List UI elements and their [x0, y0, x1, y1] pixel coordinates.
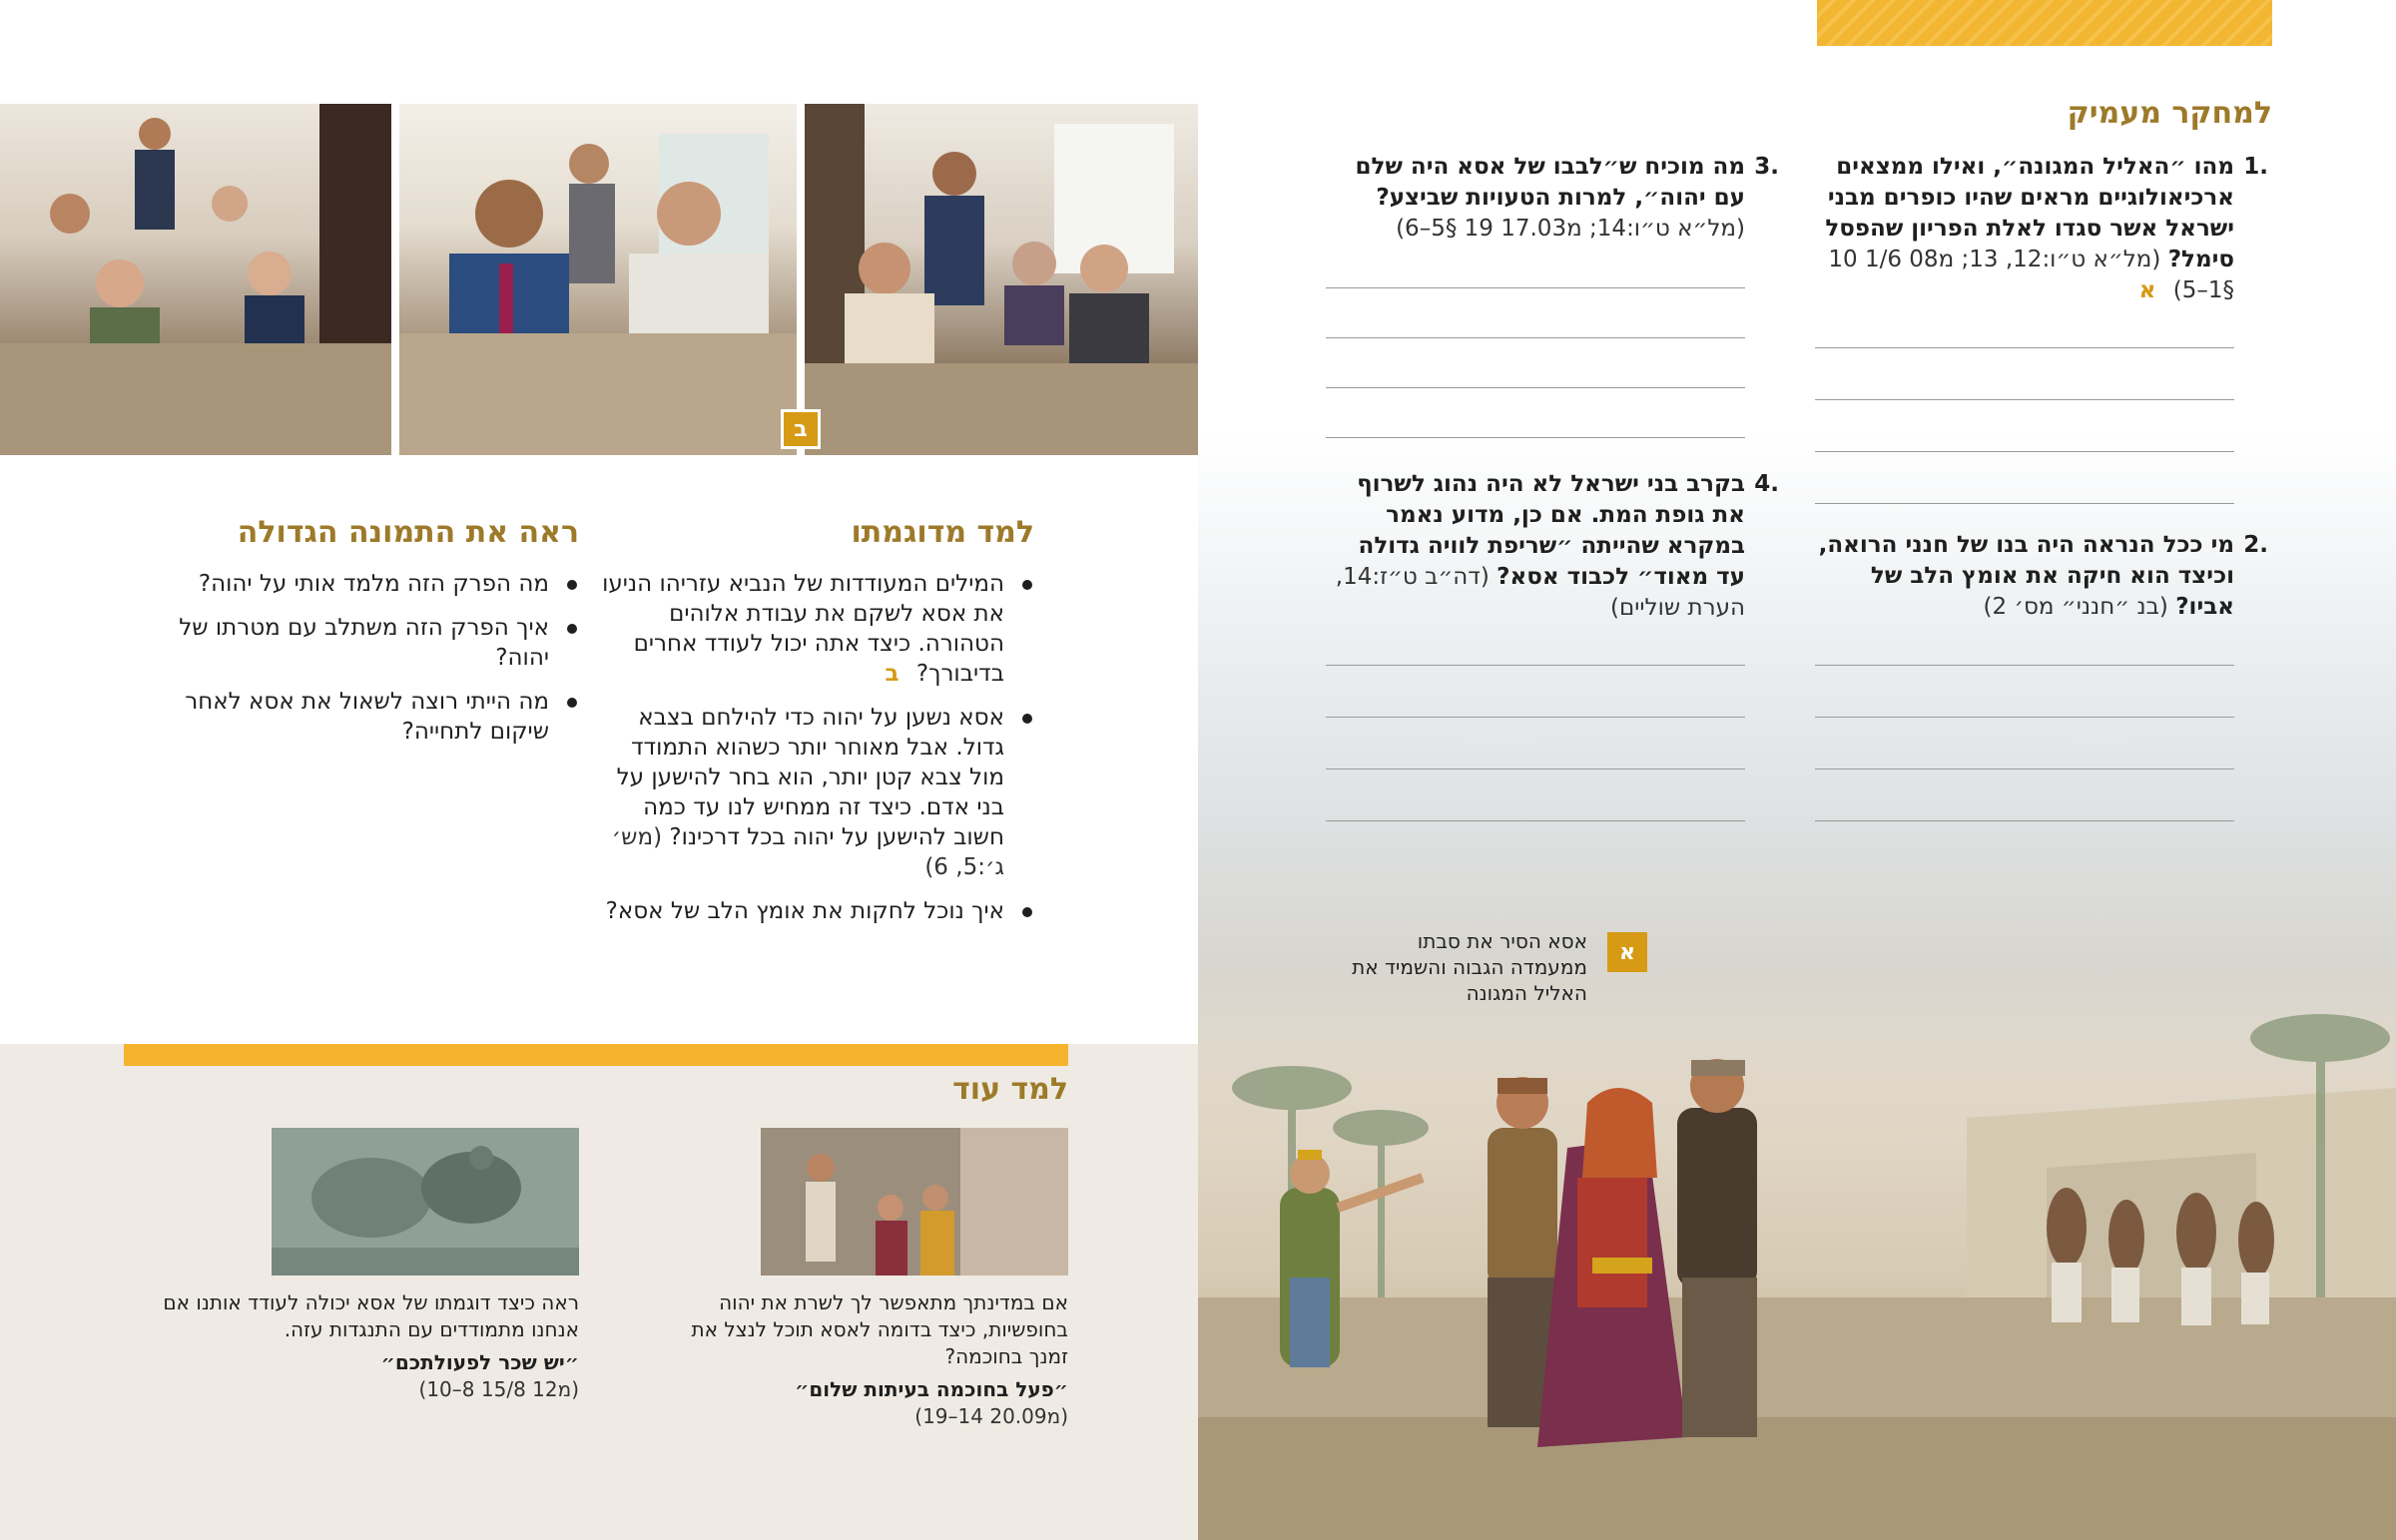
bullet-reference: (מש׳ ג׳:5, 6) — [611, 824, 1004, 880]
question-number: 2. — [2243, 532, 2268, 558]
thumbnail-reward-work[interactable] — [272, 1128, 579, 1276]
write-line — [1815, 717, 2234, 718]
write-line — [1326, 665, 1745, 666]
write-line — [1815, 769, 2234, 770]
learn-more-text: אם במדינתך מתאפשר לך לשרת את יהוה בחופשיות, כיצד בדומה לאסא תוכל לנצל את זמנך בחוכמה? — [691, 1290, 1068, 1368]
write-line — [1815, 399, 2234, 400]
bullet-text: מה הייתי רוצה לשאול את אסא לאחר שיקום לתחייה? — [185, 689, 549, 745]
question-3 — [1326, 152, 1779, 245]
question-number: 4. — [1754, 471, 1779, 497]
question-text: בקרב בני ישראל לא היה נהוג לשרוף את גופת המת. אם כן, מדוע נאמר במקרא שהייתה ״שריפת לוויה גדולה עד מאוד״ לכבוד אסא? — [1357, 471, 1745, 590]
learn-more-title: למד עוד — [952, 1072, 1068, 1107]
bullet-text: איך הפרק הזה משתלב עם מטרתו של יהוה? — [179, 615, 549, 671]
article-reference: (מ20.09 14–19) — [914, 1404, 1068, 1428]
write-line — [1326, 387, 1745, 388]
learn-more-item — [649, 1289, 1068, 1430]
question-2 — [1815, 530, 2268, 623]
article-link[interactable]: ״יש שכר לפעולתכם״ — [380, 1350, 579, 1374]
bullet-text: איך נוכל לחקות את אומץ הלב של אסא? — [605, 898, 1004, 924]
caption-badge-a: א — [1607, 932, 1647, 972]
list-item — [595, 703, 1034, 882]
photo-badge-b: ב — [781, 409, 821, 449]
bullet-text: אסא נשען על יהוה כדי להילחם בצבא גדול. אבל מאוחר יותר כשהוא התמודד מול צבא קטן יותר, הוא בחר להישען על בני אדם. כיצד זה ממחיש לנו עד כמה חשוב להישען על יהוה בכל דרכינו? — [616, 705, 1004, 850]
list-item — [140, 569, 579, 599]
illustration-marker: א — [2138, 277, 2156, 303]
big-picture-title: ראה את התמונה הגדולה — [237, 515, 579, 550]
write-line — [1815, 503, 2234, 504]
write-line — [1326, 769, 1745, 770]
learn-example-list — [595, 569, 1034, 940]
question-reference: (בנ ״חנני״ מס׳ 2) — [1983, 594, 2168, 620]
deep-study-title: למחקר מעמיק — [2067, 96, 2272, 131]
question-reference: (מל״א ט״ו:12, 13; מ08 1/6 10 §1–5) — [1828, 247, 2234, 303]
write-line — [1815, 665, 2234, 666]
write-line — [1815, 451, 2234, 452]
question-number: 1. — [2243, 154, 2268, 180]
photo-meeting-raised-hands — [805, 104, 1198, 455]
article-reference: (מ12 15/8 8–10) — [418, 1377, 579, 1401]
write-line — [1326, 717, 1745, 718]
illustration-caption: אסא הסיר את סבתו ממעמדה הגבוה והשמיד את האליל המגונה — [1352, 929, 1587, 1005]
question-1 — [1815, 152, 2268, 306]
write-line — [1326, 337, 1745, 338]
learn-example-title: למד מדוגמתו — [851, 515, 1034, 550]
question-text: מה מוכיח ש״לבבו של אסא היה שלם עם יהוה״, למרות הטעויות שביצע? — [1355, 154, 1745, 211]
question-4 — [1326, 469, 1779, 624]
list-item — [595, 569, 1034, 689]
illustration-asa-removes-grandmother — [1198, 978, 2396, 1540]
photo-men-talking — [399, 104, 797, 455]
question-reference: (מל״א ט״ו:14; מ17.03 19 §5–6) — [1396, 216, 1745, 242]
question-text: מהו ״האליל המגונה״, ואילו ממצאים ארכיאולוגיים מראים שהיו כופרים מבני ישראל אשר סגדו לאלת הפריון שהפסל סימל? — [1825, 154, 2234, 272]
article-link[interactable]: ״פעל בחוכמה בעיתות שלום״ — [795, 1377, 1068, 1401]
gold-header-tab — [1817, 0, 2272, 46]
write-line — [1326, 287, 1745, 288]
list-item — [140, 687, 579, 747]
write-line — [1326, 820, 1745, 821]
learn-more-item — [160, 1289, 579, 1403]
photo-marker: ב — [885, 661, 899, 687]
learn-more-accent-bar — [124, 1044, 1068, 1066]
bullet-text: המילים המעודדות של הנביא עזריהו הניעו את אסא לשקם את עבודת אלוהים הטהורה. כיצד אתה יכול לעודד אחרים בדיבורך? — [602, 571, 1004, 687]
bullet-text: מה הפרק הזה מלמד אותי על יהוה? — [198, 571, 549, 597]
question-reference: (דה״ב ט״ז:14, הערת שוליים) — [1335, 564, 1745, 621]
write-line — [1326, 437, 1745, 438]
photo-congregation-seated — [0, 104, 391, 455]
list-item — [140, 613, 579, 673]
list-item — [595, 896, 1034, 926]
write-line — [1815, 347, 2234, 348]
question-text: מי ככל הנראה היה בנו של חנני הרואה, וכיצד הוא חיקה את אומץ הלב של אביו? — [1818, 532, 2234, 620]
learn-more-text: ראה כיצד דוגמתו של אסא יכולה לעודד אותנו אם אנחנו מתמודדים עם התנגדות עזה. — [163, 1290, 579, 1341]
thumbnail-peace-times[interactable] — [761, 1128, 1068, 1276]
write-line — [1815, 820, 2234, 821]
big-picture-list — [140, 569, 579, 761]
question-number: 3. — [1754, 154, 1779, 180]
